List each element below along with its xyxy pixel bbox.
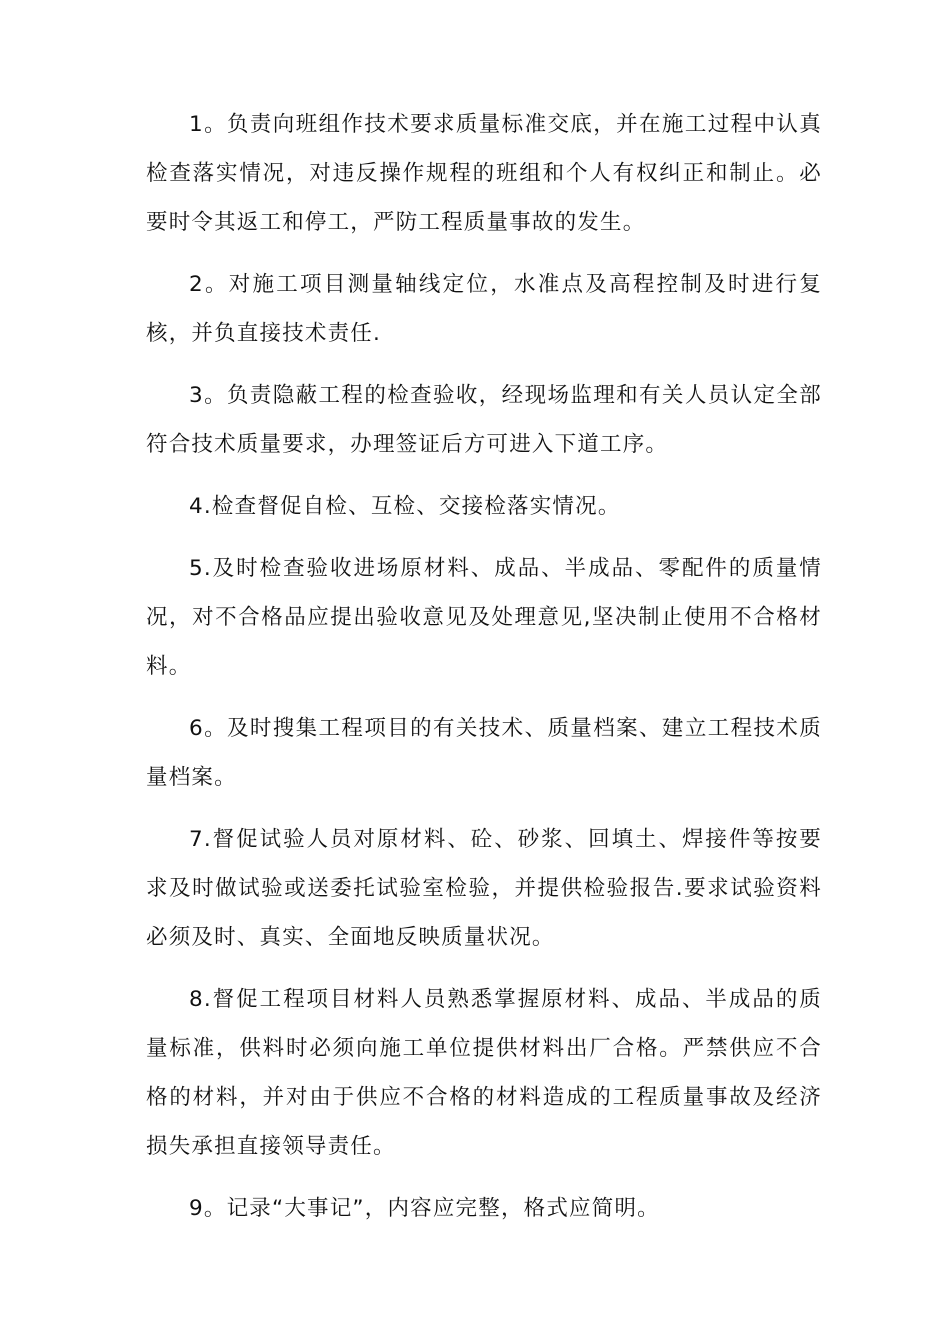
paragraph-6: 6。及时搜集工程项目的有关技术、质量档案、建立工程技术质量档案。 — [146, 716, 822, 790]
paragraph-9: 9。记录“大事记”，内容应完整，格式应简明。 — [189, 1196, 660, 1221]
paragraph-1: 1。负责向班组作技术要求质量标准交底，并在施工过程中认真检查落实情况，对违反操作规程的班组和个人有权纠正和制止。必要时令其返工和停工，严防工程质量事故的发生。 — [146, 112, 822, 235]
paragraph-8: 8.督促工程项目材料人员熟悉掌握原材料、成品、半成品的质量标准，供料时必须向施工单位提供材料出厂合格。严禁供应不合格的材料，并对由于供应不合格的材料造成的工程质量事故及经济损失承担直接领导责任。 — [146, 987, 822, 1159]
paragraph-4: 4.检查督促自检、互检、交接检落实情况。 — [189, 494, 621, 519]
paragraph-7: 7.督促试验人员对原材料、砼、砂浆、回填土、焊接件等按要求及时做试验或送委托试验室检验，并提供检验报告.要求试验资料必须及时、真实、全面地反映质量状况。 — [146, 827, 822, 950]
document-body — [146, 100, 822, 1246]
paragraph-2: 2。对施工项目测量轴线定位，水准点及高程控制及时进行复核，并负直接技术责任. — [146, 272, 822, 346]
paragraph-5: 5.及时检查验收进场原材料、成品、半成品、零配件的质量情况，对不合格品应提出验收意见及处理意见,坚决制止使用不合格材料。 — [146, 556, 822, 679]
paragraph-3: 3。负责隐蔽工程的检查验收，经现场监理和有关人员认定全部符合技术质量要求，办理签证后方可进入下道工序。 — [146, 383, 822, 457]
